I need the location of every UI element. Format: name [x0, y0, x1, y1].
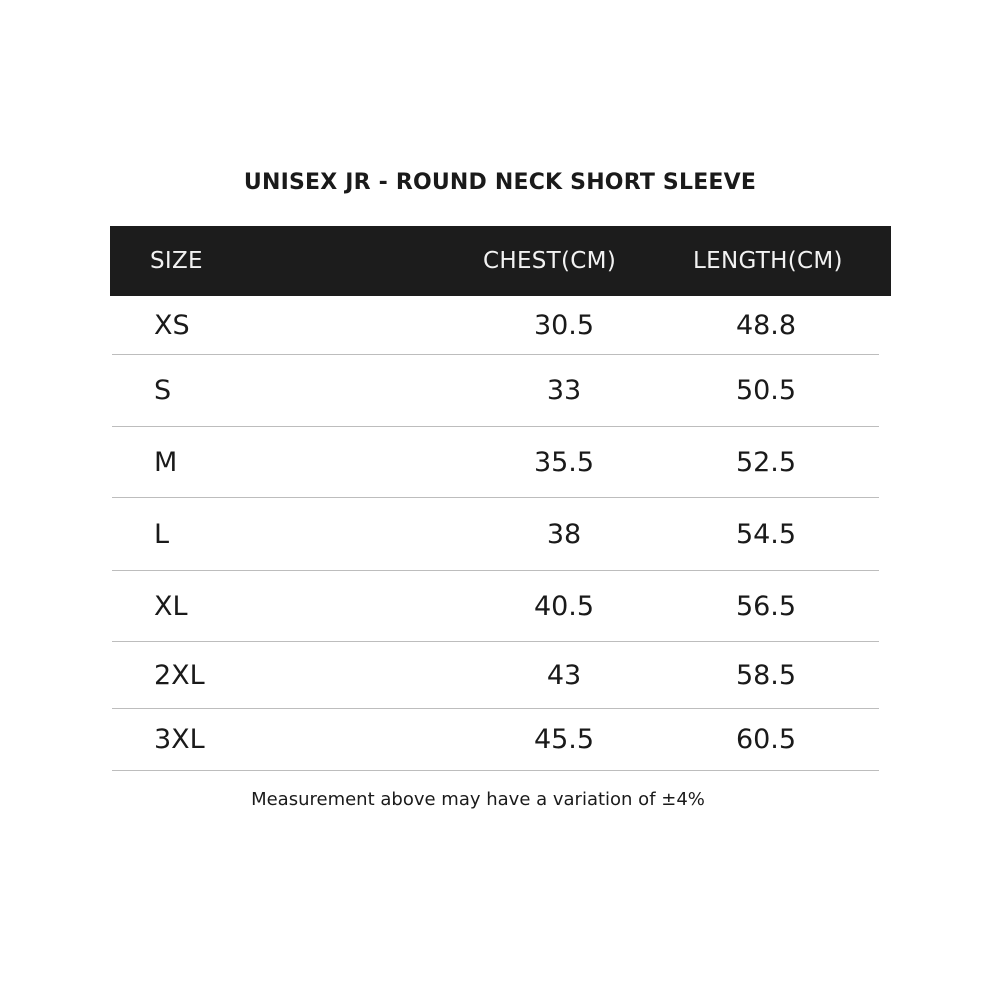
cell-chest: 33	[546, 375, 582, 406]
table-row	[112, 498, 879, 571]
cell-length: 60.5	[735, 724, 797, 755]
table-header	[110, 226, 891, 296]
size-table-body	[112, 296, 879, 771]
table-row	[112, 355, 879, 427]
cell-length: 48.8	[735, 309, 797, 341]
page-title: UNISEX JR - ROUND NECK SHORT SLEEVE	[243, 170, 757, 195]
cell-chest: 35.5	[533, 446, 595, 478]
table-row	[112, 427, 879, 498]
header-chest: CHEST(CM)	[483, 248, 617, 274]
cell-length: 56.5	[735, 590, 797, 622]
cell-size: M	[154, 446, 178, 478]
cell-chest: 40.5	[533, 590, 595, 622]
table-row	[112, 642, 879, 709]
cell-length: 58.5	[735, 659, 797, 691]
cell-length: 52.5	[735, 446, 797, 478]
cell-chest: 43	[546, 659, 582, 691]
table-row	[112, 571, 879, 642]
table-row	[112, 709, 879, 771]
cell-length: 50.5	[735, 375, 797, 406]
cell-size: S	[154, 375, 172, 406]
cell-size: L	[154, 518, 170, 550]
table-row	[112, 296, 879, 355]
header-length: LENGTH(CM)	[693, 248, 843, 274]
cell-chest: 45.5	[533, 724, 595, 755]
header-size: SIZE	[150, 248, 203, 274]
cell-size: XS	[154, 309, 190, 341]
measurement-note: Measurement above may have a variation of ±4%	[251, 789, 705, 810]
cell-size: XL	[154, 590, 188, 622]
cell-size: 3XL	[154, 724, 205, 755]
cell-size: 2XL	[154, 659, 205, 691]
cell-length: 54.5	[735, 518, 797, 550]
cell-chest: 38	[546, 518, 582, 550]
cell-chest: 30.5	[533, 309, 595, 341]
